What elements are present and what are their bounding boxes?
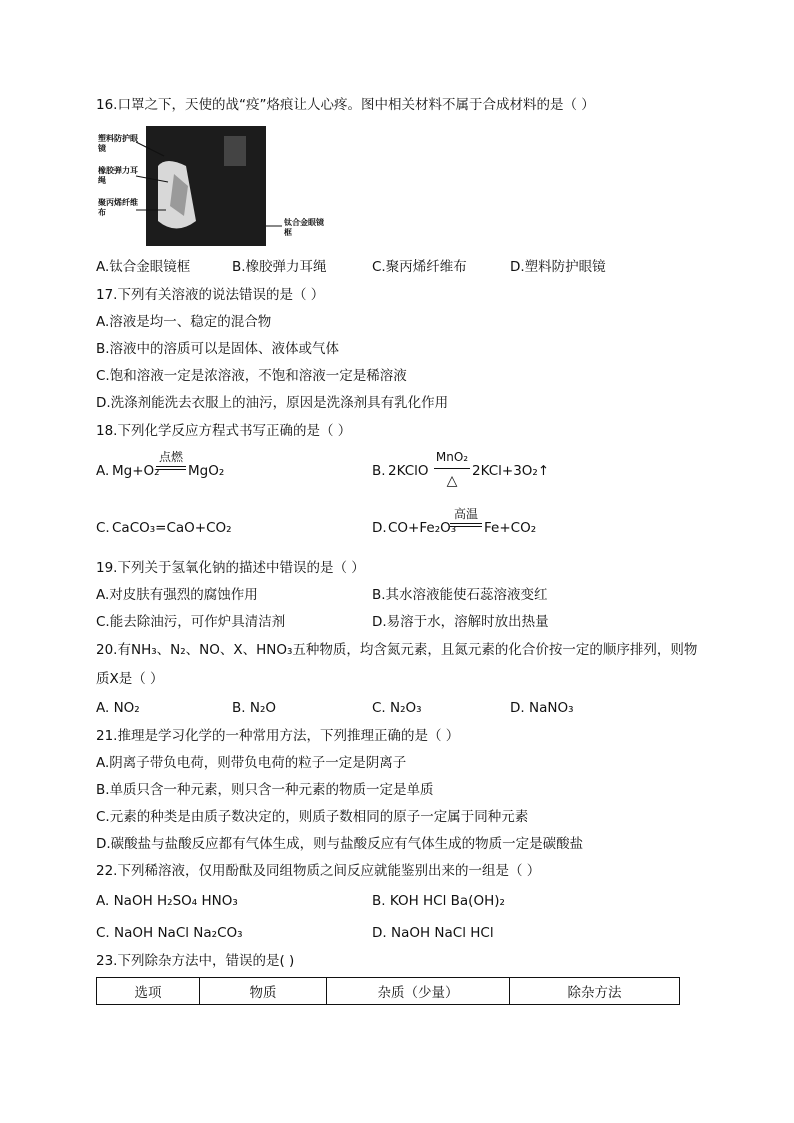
q17-option-b: B.溶液中的溶质可以是固体、液体或气体	[96, 341, 340, 357]
table-header-option: 选项	[97, 978, 200, 1005]
q19-stem: 19.下列关于氢氧化钠的描述中错误的是（ ）	[96, 560, 365, 576]
q20-option-d: D. NaNO₃	[510, 700, 574, 716]
q18-b-label: B.	[372, 463, 386, 479]
table-header-row	[97, 978, 680, 1005]
q18-a-products: MgO₂	[188, 463, 225, 479]
q18-d-products: Fe+CO₂	[484, 520, 537, 536]
q18-a-reactants: Mg+O₂	[112, 463, 160, 479]
q18-d-arrow-2	[450, 526, 482, 527]
q16-option-b: B.橡胶弹力耳绳	[232, 259, 327, 275]
photo-label-earloop: 橡胶弹力耳绳	[98, 166, 138, 185]
q18-a-arrow	[156, 466, 186, 467]
q21-option-a: A.阴离子带负电荷，则带负电荷的粒子一定是阴离子	[96, 755, 407, 771]
mask-photo	[96, 126, 334, 248]
q18-a-label: A.	[96, 463, 110, 479]
table-header-impurity: 杂质（少量）	[327, 978, 510, 1005]
q22-option-b: B. KOH HCl Ba(OH)₂	[372, 893, 505, 909]
q19-option-d: D.易溶于水，溶解时放出热量	[372, 614, 549, 630]
photo-label-frame: 钛合金眼镜框	[284, 218, 324, 237]
q18-c-equation: CaCO₃=CaO+CO₂	[112, 520, 232, 536]
q21-option-b: B.单质只含一种元素，则只含一种元素的物质一定是单质	[96, 782, 434, 798]
photo-label-goggles: 塑料防护眼镜	[98, 134, 138, 153]
q21-option-d: D.碳酸盐与盐酸反应都有气体生成，则与盐酸反应有气体生成的物质一定是碳酸盐	[96, 836, 584, 852]
q18-b-arrow	[434, 468, 470, 469]
q23-stem: 23.下列除杂方法中，错误的是( )	[96, 953, 295, 969]
q21-stem: 21.推理是学习化学的一种常用方法，下列推理正确的是（ ）	[96, 728, 460, 744]
q18-b-reactants: 2KClO	[388, 463, 429, 479]
q20-stem-line2: 质X是（ ）	[96, 671, 164, 687]
table-header-method: 除杂方法	[510, 978, 680, 1005]
q20-option-c: C. N₂O₃	[372, 700, 422, 716]
q22-stem: 22.下列稀溶液，仅用酚酞及同组物质之间反应就能鉴别出来的一组是（ ）	[96, 863, 541, 879]
q18-d-arrow	[450, 523, 482, 524]
q18-stem: 18.下列化学反应方程式书写正确的是（ ）	[96, 423, 352, 439]
q18-b-products: 2KCl+3O₂↑	[472, 463, 550, 479]
q19-option-b: B.其水溶液能使石蕊溶液变红	[372, 587, 548, 603]
q16-option-d: D.塑料防护眼镜	[510, 259, 606, 275]
q21-option-c: C.元素的种类是由质子数决定的，则质子数相同的原子一定属于同种元素	[96, 809, 529, 825]
q22-option-a: A. NaOH H₂SO₄ HNO₃	[96, 893, 238, 909]
q16-option-c: C.聚丙烯纤维布	[372, 259, 467, 275]
q22-option-c: C. NaOH NaCl Na₂CO₃	[96, 925, 243, 941]
q18-d-condition: 高温	[453, 507, 478, 521]
q22-option-d: D. NaOH NaCl HCl	[372, 925, 494, 941]
q18-b-condition-top: MnO₂	[435, 450, 469, 464]
q16-stem: 16.口罩之下，天使的战“疫”烙痕让人心疼。图中相关材料不属于合成材料的是（ ）	[96, 97, 595, 113]
table-header-substance: 物质	[200, 978, 327, 1005]
q17-option-c: C.饱和溶液一定是浓溶液，不饱和溶液一定是稀溶液	[96, 368, 407, 384]
photo-label-fabric: 聚丙烯纤维布	[98, 198, 138, 217]
q18-b-condition-bottom: △	[446, 473, 458, 489]
q18-d-reactants: CO+Fe₂O₃	[388, 520, 457, 536]
q18-a-arrow-2	[156, 469, 186, 470]
q19-option-c: C.能去除油污，可作炉具清洁剂	[96, 614, 286, 630]
q17-stem: 17.下列有关溶液的说法错误的是（ ）	[96, 287, 325, 303]
q18-c-label: C.	[96, 520, 110, 536]
q17-option-a: A.溶液是均一、稳定的混合物	[96, 314, 272, 330]
q19-option-a: A.对皮肤有强烈的腐蚀作用	[96, 587, 258, 603]
q17-option-d: D.洗涤剂能洗去衣服上的油污，原因是洗涤剂具有乳化作用	[96, 395, 449, 411]
q20-stem-line1: 20.有NH₃、N₂、NO、X、HNO₃五种物质，均含氮元素，且氮元素的化合价按一定的顺序排列，则物	[96, 642, 698, 658]
q20-option-a: A. NO₂	[96, 700, 140, 716]
q18-d-label: D.	[372, 520, 387, 536]
q23-table	[96, 977, 680, 1005]
q18-a-condition: 点燃	[158, 450, 183, 464]
q16-option-a: A.钛合金眼镜框	[96, 259, 191, 275]
q20-option-b: B. N₂O	[232, 700, 276, 716]
